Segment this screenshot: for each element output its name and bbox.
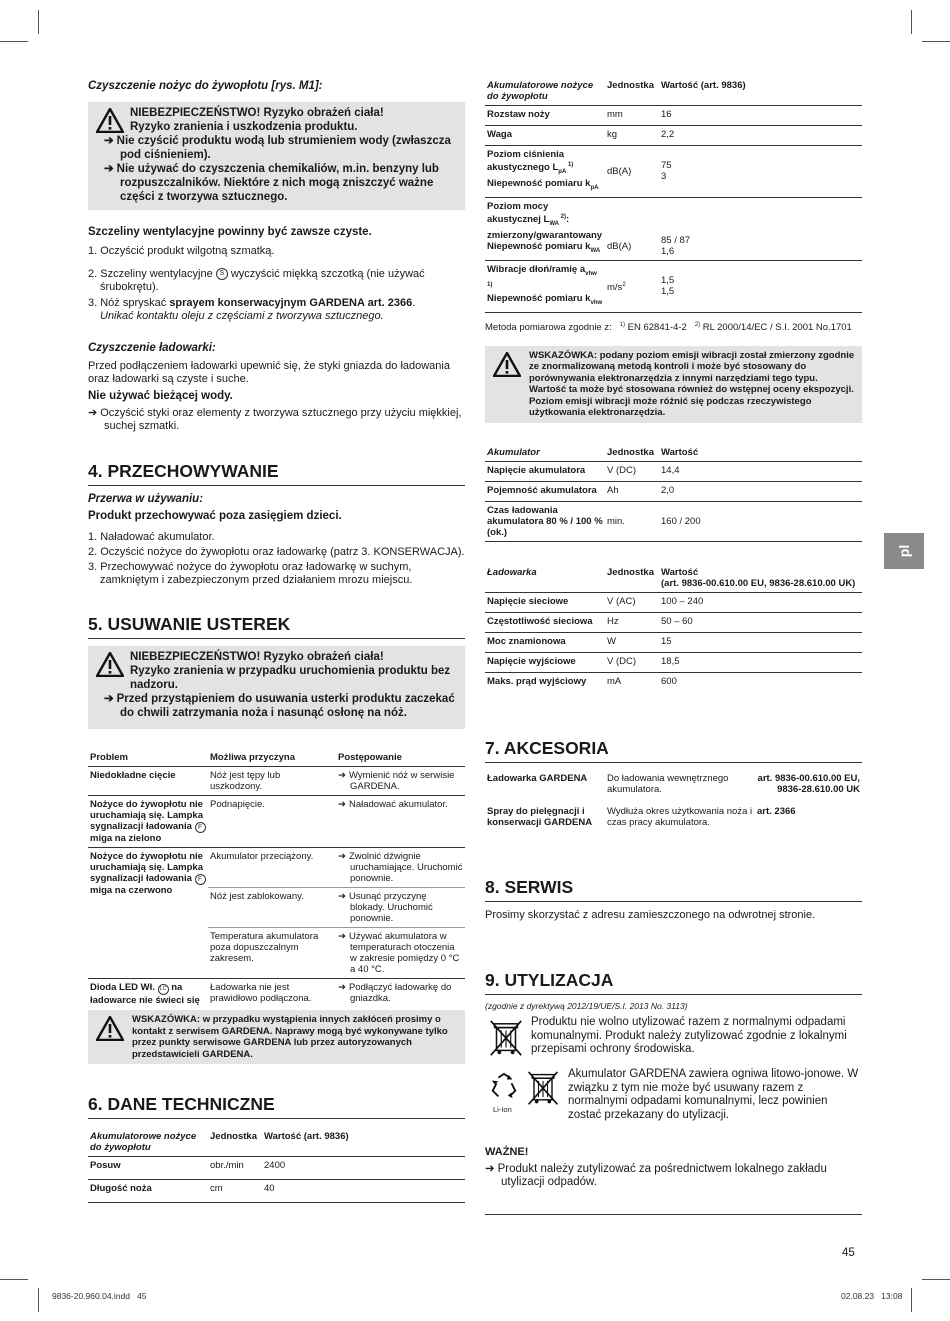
section-title: 6. DANE TECHNICZNE bbox=[88, 1094, 275, 1114]
right-column bbox=[485, 80, 862, 1189]
important-item: ➔ Produkt należy zutylizować za pośrednictwem lokalnego zakładu utylizacji odpadów. bbox=[485, 1163, 827, 1189]
table-row: Wibracje dłoń/ramię $a_{vhw}$ $^{1)}$ Niepewność pomiaru $k_{vhw}$ $m/s^2$ 1,5 1,5 bbox=[485, 260, 862, 312]
crop-mark bbox=[0, 1279, 28, 1280]
section-title: 8. SERWIS bbox=[485, 877, 574, 898]
table-row: Częstotliwość sieciowa Hz 50 – 60 bbox=[485, 612, 862, 632]
section-5 bbox=[88, 614, 465, 639]
disposal-text: Produktu nie wolno utylizować razem z normalnymi odpadami komunalnymi. Produkt należy zutylizować zgodnie z lokalnymi przepisami ochrony środowiska. bbox=[531, 1016, 847, 1056]
service-text: Prosimy skorzystać z adresu zamieszczonego na odwrotnej stronie. bbox=[485, 909, 816, 922]
table-row: Pojemność akumulatora Ah 2,0 bbox=[485, 481, 862, 501]
table-row: Posuw obr./min 2400 bbox=[88, 1157, 465, 1180]
table-header: Problem bbox=[90, 752, 129, 763]
crop-mark bbox=[0, 41, 28, 42]
hint-box: WSKAZÓWKA: w przypadku wystąpienia innych zakłóceń prosimy o kontakt z serwisem GARDENA. Naprawy mogą być wykonywane tylko przez punkty serwisowe GARDENA lub przez autoryzowanych przedstawicieli GARDENA. bbox=[88, 1010, 465, 1064]
vent-step: 2. Szczeliny wentylacyjne S wyczyścić miękką szczotką (nie używać śrubokrętu). bbox=[88, 268, 425, 293]
table-header: Postępowanie bbox=[338, 752, 402, 763]
charger-table: Ładowarka Jednostka Wartość (art. 9836-00.610.00 EU, 9836-28.610.00 UK) Napięcie sieciowe V (AC) 100 – 240 Częstotliwość sieciowa Hz 50 – 60 Moc znamionowa W 15 Napięcie wyjściowe V (DC) 18,5 Maks. prąd wyjściowy mA 600 bbox=[485, 567, 862, 693]
arrow-icon: ➔ bbox=[104, 693, 114, 705]
danger-box bbox=[88, 646, 465, 729]
table-row: Maks. prąd wyjściowy mA 600 bbox=[487, 675, 677, 687]
section-title: 9. UTYLIZACJA bbox=[485, 970, 614, 991]
table-row: Dioda LED Wł. LC na ładowarce nie świeci się Ładowarka nie jest prawidłowo podłączona. ➔ Podłączyć ładowarkę do gniazdka. bbox=[90, 982, 452, 1006]
charger-clean-bold: Nie używać bieżącej wody. bbox=[88, 390, 233, 402]
danger-item: Nie czyścić produktu wodą lub strumieniem wody (zwłaszcza pod ciśnieniem). bbox=[116, 135, 451, 161]
danger-box bbox=[88, 102, 465, 210]
language-tab: pl bbox=[884, 533, 924, 569]
left-column bbox=[88, 80, 465, 1203]
arrow-icon: ➔ bbox=[485, 1163, 495, 1176]
table-row: Poziom ciśnienia akustycznego $L_{pA}$ $^{1)}$ Niepewność pomiaru $k_{pA}$ dB(A) 75 3 bbox=[485, 146, 862, 198]
warning-icon bbox=[493, 352, 521, 377]
table-row: Napięcie sieciowe V (AC) 100 – 240 bbox=[485, 592, 862, 612]
recycle-icon bbox=[487, 1072, 521, 1102]
danger-item: Nie używać do czyszczenia chemikaliów, m.in. benzyny lub rozpuszczalników. Niektóre z nich mogą zniszczyć ważne części z tworzywa sztucznego. bbox=[116, 163, 439, 203]
table-header: Możliwa przyczyna bbox=[210, 752, 295, 763]
store-step: 2. Oczyścić nożyce do żywopłotu oraz ładowarkę (patrz 3. KONSERWACJA). bbox=[88, 546, 465, 558]
troubleshooting-table bbox=[88, 752, 465, 1009]
crop-mark bbox=[911, 10, 912, 34]
store-step: 1. Naładować akumulator. bbox=[88, 531, 215, 543]
measurement-method: Metoda pomiarowa zgodnie z: $^{1)}$ EN 62841-4-2 $^{2)}$ RL 2000/14/EC / S.I. 2001 No.1701 bbox=[485, 321, 852, 333]
section-4-sub: Przerwa w używaniu: bbox=[88, 493, 204, 505]
table-row: Moc znamionowa W 15 bbox=[485, 632, 862, 652]
tech-table-2: Akumulatorowe nożyce do żywopłotu Jednostka Wartość (art. 9836) Rozstaw noży mm 16 Waga kg 2,2 Poziom ciśnienia akustycznego $L_{pA}$ $^{1)}$ Niepewność pomiaru $k_{pA}$ dB(A) 75 3 Poziom mocy akustycznej $L_{WA}$ $^{2)}$: zmierzony/gwarantowany Niepewność pomiaru $k_{WA}$ dB(A) 85 / 87 1,6 Wibracje dłoń/ramię $a_{vhw}$ $^{1)}$ Niepewność pomiaru $k_{vhw}$ $m/s^2$ 1,5 1,5 bbox=[485, 80, 862, 313]
crop-mark bbox=[38, 1288, 39, 1312]
table-row: Długość noża cm 40 bbox=[88, 1180, 465, 1203]
section-7 bbox=[485, 738, 862, 763]
arrow-icon: ➔ bbox=[104, 135, 114, 147]
table-row: Temperatura akumulatora poza dopuszczalnym zakresem. ➔ Używać akumulatora w temperaturach otoczenia w zakresie pomiędzy 0 °C a 40 °C. bbox=[88, 928, 465, 979]
table-row: Nożyce do żywopłotu nie uruchamiają się. Lampka sygnalizacji ładowania F miga na zielono Podnapięcie. ➔ Naładować akumulator. bbox=[88, 796, 465, 848]
vent-heading: Szczeliny wentylacyjne powinny być zawsze czyste. bbox=[88, 226, 372, 238]
store-step: 3. Przechowywać nożyce do żywopłotu oraz ładowarkę w suchym, zamkniętym i zabezpieczonym przed działaniem mrozu miejscu. bbox=[88, 561, 413, 586]
crop-mark bbox=[911, 1288, 912, 1312]
clean-cutter-title: Czyszczenie nożyc do żywopłotu [rys. M1]: bbox=[88, 80, 323, 92]
danger-line1: NIEBEZPIECZEŃSTWO! Ryzyko obrażeń ciała! bbox=[130, 107, 384, 119]
footer-rule bbox=[485, 1214, 862, 1215]
section-6 bbox=[88, 1094, 465, 1119]
liion-label: Li-Ion bbox=[493, 1105, 512, 1115]
table-row: Waga kg 2,2 bbox=[485, 126, 862, 146]
section-title: 7. AKCESORIA bbox=[485, 738, 609, 759]
disposal-directive: (zgodnie z dyrektywą 2012/19/UE/S.I. 2013 No. 3113) bbox=[485, 1001, 688, 1012]
tech-table-1: Akumulatorowe nożyce do żywopłotu Jednostka Wartość (art. 9836) Posuw obr./min 2400 Długość noża cm 40 bbox=[88, 1131, 465, 1203]
danger-line2: Ryzyko zranienia w przypadku uruchomienia produktu bez nadzoru. bbox=[130, 665, 451, 691]
disposal-text: Akumulator GARDENA zawiera ogniwa litowo-jonowe. W związku z tym nie może być usuwany razem z normalnymi odpadami komunalnymi, lecz powinien zostać przekazany do utylizacji. bbox=[568, 1068, 859, 1121]
crop-mark bbox=[922, 1279, 950, 1280]
disposal-row bbox=[485, 1070, 862, 1136]
warning-icon bbox=[96, 1016, 124, 1041]
table-row: Spray do pielęgnacji i konserwacji GARDENA Wydłuża okres użytkowania noża i czas pracy akumulatora. art. 2366 bbox=[487, 806, 796, 829]
table-row: Czas ładowania akumulatora 80 % / 100 % (ok.) min. 160 / 200 bbox=[485, 501, 862, 541]
danger-line2: Ryzyko zranienia i uszkodzenia produktu. bbox=[130, 121, 358, 133]
page-number: 45 bbox=[842, 1247, 855, 1259]
table-row: Napięcie wyjściowe V (DC) 18,5 bbox=[485, 652, 862, 672]
hint-box: WSKAZÓWKA: podany poziom emisji wibracji został zmierzony zgodnie ze znormalizowaną metodą kontroli i może być stosowany do porównywania elektronarzędzia z innymi narzędziami tego typu. Wartość ta może być stosowana również do wstępnej oceny ekspozycji. Poziom emisji wibracji może różnić się podczas rzeczywistego użytkowania elektronarzędzia. bbox=[485, 346, 862, 423]
charger-clean-text: Przed podłączeniem ładowarki upewnić się, że styki gniazda do ładowania oraz ładowarki są czyste i suche. bbox=[88, 360, 450, 385]
battery-table: Akumulator Jednostka Wartość Napięcie akumulatora V (DC) 14,4 Pojemność akumulatora Ah 2,0 Czas ładowania akumulatora 80 % / 100 % (ok.) min. 160 / 200 bbox=[485, 447, 862, 542]
section-4 bbox=[88, 461, 465, 486]
marker-f-icon: F bbox=[195, 822, 206, 833]
important-label: WAŻNE! bbox=[485, 1146, 529, 1159]
danger-line1: NIEBEZPIECZEŃSTWO! Ryzyko obrażeń ciała! bbox=[130, 651, 384, 663]
footer-file: 9836-20.960.04.indd 45 bbox=[52, 1291, 147, 1301]
marker-lc-icon: LC bbox=[158, 984, 169, 995]
table-row: Ładowarka GARDENA Do ładowania wewnętrznego akumulatora. art. 9836-00.610.00 EU, 9836-28.610.00 UK bbox=[487, 773, 860, 796]
section-8 bbox=[485, 877, 862, 902]
table-row: Nożyce do żywopłotu nie uruchamiają się. Lampka sygnalizacji ładowania F miga na czerwono Akumulator przeciążony. ➔ Zwolnić dźwignie uruchamiające. Uruchomić ponownie. bbox=[88, 848, 465, 888]
marker-s-icon: S bbox=[216, 268, 228, 280]
crop-mark bbox=[38, 10, 39, 34]
arrow-icon: ➔ bbox=[104, 163, 114, 175]
table-row: Poziom mocy akustycznej $L_{WA}$ $^{2)}$: zmierzony/gwarantowany Niepewność pomiaru $k_{WA}$ dB(A) 85 / 87 1,6 bbox=[485, 197, 862, 260]
table-row: Nóż jest zablokowany. ➔ Usunąć przyczynę blokady. Uruchomić ponownie. bbox=[88, 888, 465, 928]
warning-icon bbox=[96, 652, 124, 677]
marker-f-icon: F bbox=[195, 874, 206, 885]
crossed-bin-icon bbox=[525, 1070, 561, 1108]
section-4-bold: Produkt przechowywać poza zasięgiem dzieci. bbox=[88, 510, 342, 522]
table-row: Napięcie akumulatora V (DC) 14,4 bbox=[485, 461, 862, 481]
charger-clean-item: ➔ Oczyścić styki oraz elementy z tworzywa sztucznego przy użyciu miękkiej, suchej szmatki. bbox=[88, 407, 462, 432]
disposal-row bbox=[485, 1016, 862, 1065]
table-row: Rozstaw noży mm 16 bbox=[485, 106, 862, 126]
accessories-table bbox=[485, 770, 862, 831]
section-title: 4. PRZECHOWYWANIE bbox=[88, 461, 279, 481]
vent-step: 3. Nóż spryskać sprayem konserwacyjnym GARDENA art. 2366. Unikać kontaktu oleju z częściami z tworzywa sztucznego. bbox=[88, 297, 416, 322]
danger-item: Przed przystąpieniem do usuwania usterki produktu zaczekać do chwili zatrzymania noża i nasunąć osłonę na nóż. bbox=[116, 693, 455, 719]
arrow-icon: ➔ bbox=[88, 407, 98, 419]
charger-clean-title: Czyszczenie ładowarki: bbox=[88, 342, 216, 354]
crossed-bin-icon bbox=[487, 1019, 525, 1059]
crop-mark bbox=[922, 41, 950, 42]
warning-icon bbox=[96, 108, 124, 133]
vent-step: 1. Oczyścić produkt wilgotną szmatką. bbox=[88, 245, 275, 257]
table-row: Niedokładne cięcie Nóż jest tępy lub uszkodzony. ➔ Wymienić nóż w serwisie GARDENA. bbox=[88, 767, 465, 796]
section-9 bbox=[485, 970, 862, 995]
section-title: 5. USUWANIE USTEREK bbox=[88, 614, 291, 634]
footer-date: 02.08.23 13:08 bbox=[841, 1291, 903, 1301]
